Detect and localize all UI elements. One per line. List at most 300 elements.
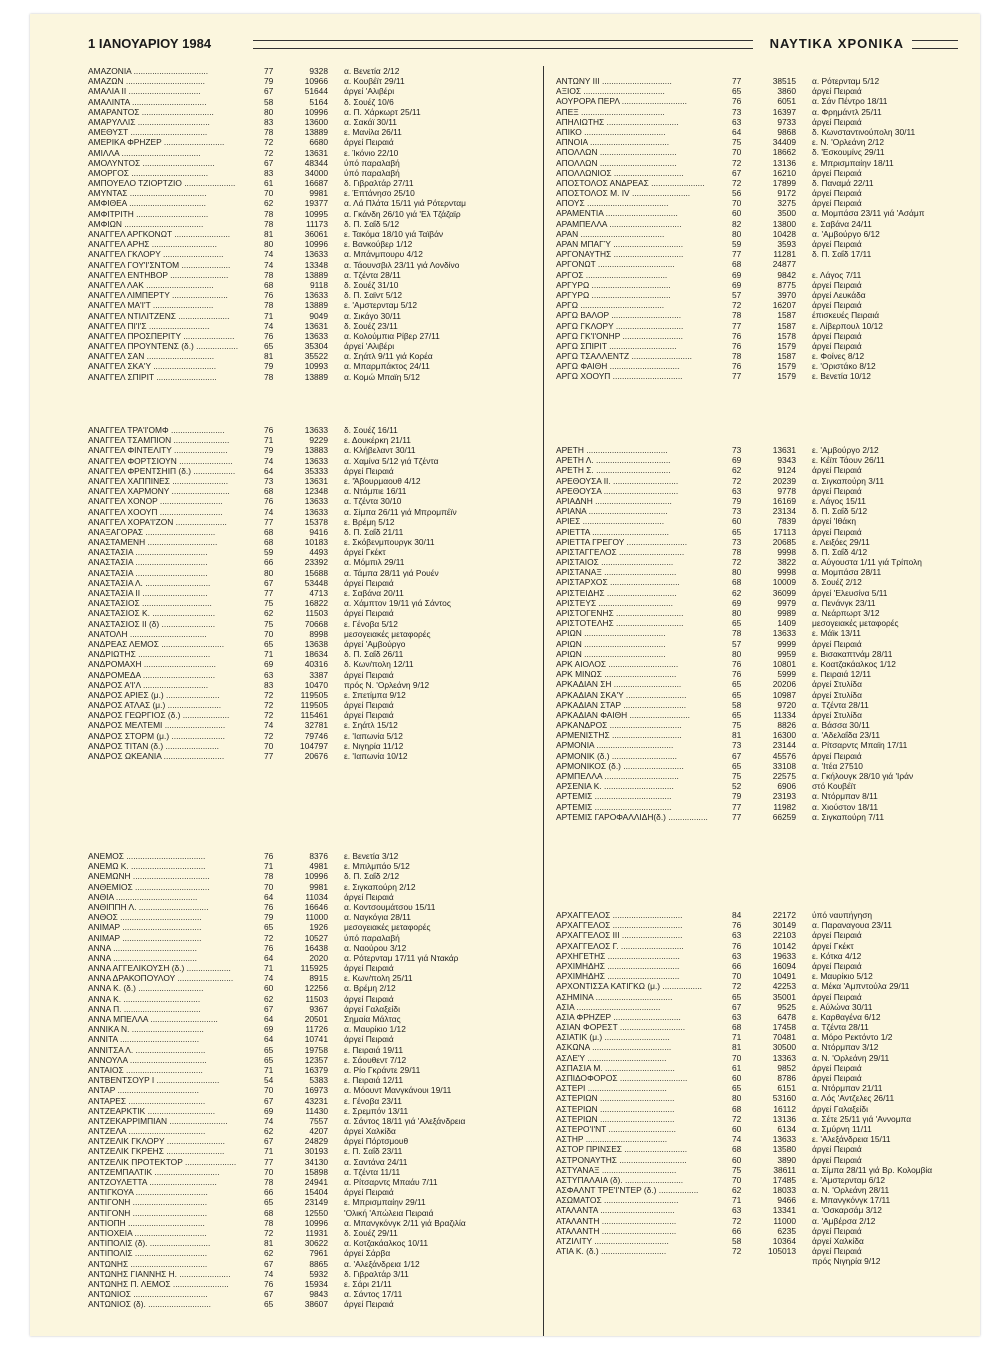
tonnage: 8998 bbox=[309, 628, 328, 639]
ship-name: ΑΝΔΡΟΣ ΑΡΙΕΣ (μ.) ....................... bbox=[88, 689, 220, 700]
build-year: 70 bbox=[264, 628, 274, 639]
tonnage: 9981 bbox=[309, 881, 328, 892]
build-year: 77 bbox=[732, 371, 742, 382]
build-year: 81 bbox=[264, 1238, 274, 1249]
ship-location: ε. Φοίνες 8/12 bbox=[812, 351, 865, 362]
build-year: 67 bbox=[264, 1258, 274, 1269]
ship-row bbox=[556, 577, 976, 587]
ship-name: ΑΝΑΓΓΕΛ ΧΑΡΜΟΝΥ ......................... bbox=[88, 486, 230, 497]
ship-location: ε. 'Αλεξάνδρεια 15/11 bbox=[812, 1134, 891, 1145]
ship-name: ΑΣΙΑΤΙΚ (μ.) ............................ bbox=[556, 1032, 670, 1043]
build-year: 60 bbox=[732, 1123, 742, 1134]
build-year: 72 bbox=[264, 147, 274, 158]
ship-location: ε. Ν. 'Ορλεάνη 2/12 bbox=[812, 137, 885, 148]
ship-name: ΑΝΑΓΓΕΛ ΧΑΠΠΙΝΕΣ ........................ bbox=[88, 475, 229, 486]
ship-row bbox=[556, 1236, 976, 1246]
ship-row bbox=[556, 270, 976, 280]
ship-row bbox=[88, 486, 508, 496]
ship-row bbox=[556, 476, 976, 486]
ship-location: α. Σίμπα 26/11 γιά Μπρομπέϊν bbox=[344, 506, 457, 517]
tonnage: 53448 bbox=[304, 577, 328, 588]
ship-row bbox=[88, 188, 508, 198]
ship-location: ε. Τακόμα 18/10 γιά Ταϊβάν bbox=[344, 229, 444, 239]
build-year: 75 bbox=[264, 598, 274, 609]
ship-row bbox=[556, 96, 976, 106]
build-year: 80 bbox=[264, 567, 274, 578]
tonnage: 13633 bbox=[304, 249, 328, 260]
tonnage: 10428 bbox=[772, 228, 796, 239]
ship-row bbox=[88, 922, 508, 932]
ship-location: α. Σαντάνα 24/11 bbox=[344, 1156, 408, 1167]
build-year: 71 bbox=[264, 310, 274, 321]
ship-location: ε. 'Αμστερνταμ 6/12 bbox=[812, 1174, 886, 1185]
build-year: 65 bbox=[264, 1044, 274, 1055]
ship-name: ΑΝΝΑ ΑΓΓΕΛΙΚΟΥΣΗ (δ.) ................... bbox=[88, 963, 231, 974]
ship-row bbox=[556, 812, 976, 822]
tonnage: 10996 bbox=[304, 239, 328, 250]
ship-name: ΑΡΧΗΓΕΤΗΣ ............................... bbox=[556, 950, 680, 961]
tonnage: 20685 bbox=[772, 536, 796, 547]
tonnage: 13631 bbox=[304, 147, 328, 158]
ship-name: ΑΝΤΖΕΑΡΚΤΙΚ ............................. bbox=[88, 1105, 216, 1116]
build-year: 78 bbox=[732, 351, 742, 362]
tonnage: 13633 bbox=[304, 425, 328, 435]
tonnage: 23193 bbox=[772, 791, 796, 802]
tonnage: 6151 bbox=[777, 1083, 796, 1094]
tonnage: 1587 bbox=[777, 310, 796, 321]
ship-name: ΑΜΦΙΘΕΑ ................................. bbox=[88, 198, 206, 209]
ship-location: α. Κλήβελαντ 30/11 bbox=[344, 445, 416, 456]
ship-name: ΑΝΑΓΓΕΛ ΛΙΜΠΕΡΤΥ ........................ bbox=[88, 290, 228, 301]
ship-location: άργεί Πειραιά bbox=[344, 669, 394, 680]
build-year: 62 bbox=[732, 587, 742, 598]
tonnage: 3822 bbox=[777, 557, 796, 568]
ship-name: ΑΜΑΡΥΛΛΙΣ ............................... bbox=[88, 116, 210, 127]
ship-name: ΑΡΚΑΔΙΑΝ ΣΚΑ'Υ .......................... bbox=[556, 689, 687, 700]
ship-name: ΑΝΤΙΟΧΕΙΑ ............................... bbox=[88, 1227, 207, 1238]
ship-name: ΑΠΟΥΣ ................................... bbox=[556, 198, 669, 209]
ship-location: α. Ν. 'Ορλεάνη 28/11 bbox=[812, 1185, 890, 1196]
build-year: 67 bbox=[732, 167, 742, 178]
ship-row bbox=[556, 700, 976, 710]
ship-name: ΑΡΑΝ ΜΠΑΓΎ .............................. bbox=[556, 239, 684, 249]
tonnage: 18634 bbox=[304, 649, 328, 660]
tonnage: 23134 bbox=[772, 506, 796, 517]
build-year: 72 bbox=[264, 689, 274, 700]
ship-row bbox=[556, 1063, 976, 1073]
tonnage: 10966 bbox=[304, 76, 328, 87]
build-year: 76 bbox=[264, 851, 274, 861]
build-year: 72 bbox=[264, 700, 274, 711]
ship-location: α. Ρότερνταμ 5/12 bbox=[812, 76, 880, 86]
ship-name: ΑΝΝΑ .................................... bbox=[88, 942, 197, 953]
build-year: 68 bbox=[264, 537, 274, 548]
build-year: 63 bbox=[732, 1011, 742, 1022]
ship-location: άργεί 'Αλιβέρι bbox=[344, 341, 395, 352]
ship-location: ε. Μπρισμπαίην 29/11 bbox=[344, 1197, 426, 1208]
tonnage: 10009 bbox=[772, 577, 796, 588]
ship-name: ΑΝΤΖΕΛΙΚ ΓΚΛΟΡΥ ......................... bbox=[88, 1136, 225, 1147]
ship-row bbox=[88, 1167, 508, 1177]
build-year: 62 bbox=[732, 1185, 742, 1196]
tonnage: 9525 bbox=[777, 1001, 796, 1012]
build-year: 74 bbox=[732, 1134, 742, 1145]
build-year: 65 bbox=[732, 526, 742, 537]
ship-row bbox=[88, 598, 508, 608]
ship-name: ΑΠΟΣΤΟΛΟΣ Μ. ΙV ......................... bbox=[556, 188, 691, 199]
build-year: 65 bbox=[732, 709, 742, 720]
ship-location: α. Τζέντα 28/11 bbox=[812, 1022, 869, 1033]
ship-location: α. Φρημάντλ 25/11 bbox=[812, 106, 882, 117]
ship-location: α. Ντόρμπαν 21/11 bbox=[812, 1083, 883, 1094]
ship-row bbox=[88, 1238, 508, 1248]
ship-location: α. 'Ιτέα 27510 bbox=[812, 760, 863, 771]
ship-location: ε. Βενετία 3/12 bbox=[344, 851, 399, 861]
ship-location: ε. Σιγκαπούρη 2/12 bbox=[344, 881, 416, 892]
ship-row bbox=[88, 435, 508, 445]
build-year: 75 bbox=[732, 137, 742, 148]
build-year: 76 bbox=[264, 942, 274, 953]
ship-location: α. Αύγουστα 1/11 γιά Τρίπολη bbox=[812, 557, 922, 568]
ship-name: ΑΝΑΓΓΕΛ ΤΣΑΜΠΙΟΝ ........................ bbox=[88, 435, 230, 446]
tonnage: 24829 bbox=[304, 1136, 328, 1147]
tonnage: 15378 bbox=[304, 516, 328, 527]
tonnage: 10801 bbox=[772, 658, 796, 669]
ship-row bbox=[88, 568, 508, 578]
tonnage: 16397 bbox=[772, 106, 796, 117]
ship-name: ΑΡΑΜΠΕΛΛΑ ............................... bbox=[556, 218, 682, 229]
build-year: 62 bbox=[264, 1126, 274, 1137]
ship-row bbox=[88, 659, 508, 669]
ship-location: ε. Μπρισμπαίην 18/11 bbox=[812, 157, 894, 168]
ship-location: άργεί Σάρβα bbox=[344, 1248, 391, 1259]
ship-name: ΑΡΓΩ ΤΣΑΛΛΕΝΤΖ .......................... bbox=[556, 351, 692, 362]
build-year: 63 bbox=[732, 116, 742, 127]
ship-location: ε. Σάρι 21/11 bbox=[344, 1278, 392, 1289]
ship-row bbox=[556, 1124, 976, 1134]
ship-row bbox=[556, 802, 976, 812]
ship-name: ΑΡΜΟΝΙΑ ................................. bbox=[556, 740, 674, 751]
ship-row bbox=[556, 567, 976, 577]
ship-location: α. Τζέντα 28/11 bbox=[812, 699, 869, 710]
ship-row bbox=[556, 1012, 976, 1022]
ship-row bbox=[88, 1075, 508, 1085]
ship-row bbox=[556, 730, 976, 740]
ship-row bbox=[88, 466, 508, 476]
ship-name: ΑΜΑΡΑΝΤΟΣ ............................... bbox=[88, 106, 214, 117]
tonnage: 13889 bbox=[304, 371, 328, 382]
build-year: 74 bbox=[264, 455, 274, 466]
tonnage: 11034 bbox=[305, 891, 328, 902]
ship-location: άργεί Πειραιά bbox=[812, 116, 862, 127]
build-year: 69 bbox=[732, 279, 742, 290]
ship-row bbox=[556, 791, 976, 801]
build-year: 64 bbox=[264, 891, 274, 902]
ship-name: ΑΝΘΙΑ ................................... bbox=[88, 891, 198, 902]
ship-name: ΑΡΚΑΔΙΑΝ ΣΗ ............................. bbox=[556, 679, 682, 690]
tonnage: 11281 bbox=[773, 249, 796, 260]
ship-name: ΑΣΤΕΡΙΩΝ ................................ bbox=[556, 1093, 675, 1104]
tonnage: 16438 bbox=[304, 942, 328, 953]
ship-location: ε. Μαυρίκιο 5/12 bbox=[812, 971, 873, 982]
ship-row bbox=[88, 639, 508, 649]
ship-row bbox=[88, 290, 508, 300]
ship-location: α. Νεάρπωρτ 3/12 bbox=[812, 608, 880, 618]
tonnage: 32781 bbox=[304, 720, 328, 731]
build-year: 58 bbox=[264, 96, 274, 107]
tonnage: 10470 bbox=[304, 679, 328, 690]
build-year: 69 bbox=[264, 1105, 274, 1116]
ship-name: ΑΞΙΟΣ ................................... bbox=[556, 86, 665, 97]
tonnage: 16207 bbox=[772, 300, 796, 311]
ship-name: ΑΡΚΑΔΙΑΝ ΦΑΙΘΗ .......................... bbox=[556, 709, 690, 720]
tonnage: 7839 bbox=[777, 516, 796, 527]
ship-row bbox=[88, 578, 508, 588]
ship-row bbox=[88, 892, 508, 902]
ship-name: ΑΝΑΓΓΕΛ ΣΠΙΡΙΤ .......................... bbox=[88, 371, 217, 382]
ship-name: ΑΡΜΠΕΛΛΑ ................................ bbox=[556, 771, 679, 781]
ship-location: α. 'Αμβούργο 6/12 bbox=[812, 228, 880, 239]
tonnage: 70481 bbox=[772, 1032, 796, 1043]
tonnage: 104797 bbox=[300, 740, 328, 751]
ship-row bbox=[88, 619, 508, 629]
ship-name: ΑΡΙΩΝ ................................... bbox=[556, 628, 666, 639]
ship-name: ΑΡΙΕΤΤΑ ................................. bbox=[556, 526, 669, 537]
tonnage: 4981 bbox=[309, 861, 328, 872]
ship-row bbox=[556, 618, 976, 628]
ship-location: άργεί 'Αμβούργο bbox=[344, 638, 406, 649]
ship-location: άργεί Πειραιά bbox=[812, 1225, 862, 1236]
ship-name: ΑΡΓΥΡΩ .................................. bbox=[556, 289, 671, 300]
ship-row bbox=[88, 1065, 508, 1075]
build-year: 78 bbox=[732, 546, 742, 557]
ship-row bbox=[88, 670, 508, 680]
ship-row bbox=[556, 1032, 976, 1042]
ship-row bbox=[88, 1146, 508, 1156]
tonnage: 24877 bbox=[772, 259, 796, 270]
build-year: 60 bbox=[732, 516, 742, 527]
ship-location: ε. Πειραιά 12/11 bbox=[812, 669, 872, 680]
tonnage: 6680 bbox=[309, 137, 328, 148]
ship-location: άργεί Πειραιά bbox=[812, 198, 862, 209]
ship-name: ΑΝΑΤΟΛΗ ................................. bbox=[88, 628, 207, 639]
build-year: 60 bbox=[264, 983, 274, 994]
ship-row bbox=[88, 933, 508, 943]
build-year: 77 bbox=[264, 751, 274, 761]
ship-name: ΑΡΤΕΜΙΣ ................................. bbox=[556, 801, 672, 812]
tonnage: 13348 bbox=[304, 259, 328, 270]
ship-location: ε. Βενετία 10/12 bbox=[812, 371, 871, 382]
tonnage: 20239 bbox=[772, 475, 796, 486]
build-year: 64 bbox=[264, 465, 274, 476]
build-year: 65 bbox=[264, 1054, 274, 1065]
ship-row bbox=[88, 537, 508, 547]
ship-row bbox=[556, 341, 976, 351]
tonnage: 66259 bbox=[772, 811, 796, 822]
ship-name: ΑΜΑΖΟΝΙΑ ................................ bbox=[88, 66, 209, 76]
ship-row bbox=[88, 178, 508, 188]
ship-row bbox=[88, 700, 508, 710]
build-year: 74 bbox=[264, 720, 274, 731]
tonnage: 20501 bbox=[304, 1014, 328, 1024]
tonnage: 7961 bbox=[309, 1248, 328, 1259]
ship-row bbox=[88, 1187, 508, 1197]
build-year: 70 bbox=[732, 1052, 742, 1063]
build-year: 65 bbox=[732, 679, 742, 690]
ship-location: άργεί Πειραιά bbox=[344, 577, 394, 588]
tonnage: 11334 bbox=[773, 709, 796, 720]
build-year: 76 bbox=[732, 96, 742, 107]
build-year: 72 bbox=[264, 710, 274, 721]
tonnage: 35522 bbox=[304, 351, 328, 362]
build-year: 79 bbox=[264, 445, 274, 456]
ship-row bbox=[88, 1034, 508, 1044]
ship-row bbox=[88, 1045, 508, 1055]
build-year: 76 bbox=[264, 1278, 274, 1289]
tonnage: 13889 bbox=[304, 127, 328, 138]
tonnage: 1926 bbox=[309, 922, 328, 933]
ship-name: ΑΡΚΑΝΔΡΟΣ ............................... bbox=[556, 720, 682, 731]
ship-location: άργεί Πειραιά bbox=[344, 1187, 394, 1198]
ship-location: α. Κομώ Μπαϊη 5/12 bbox=[344, 371, 420, 382]
ship-row bbox=[88, 1279, 508, 1289]
tonnage: 9868 bbox=[777, 126, 796, 137]
ship-row bbox=[88, 107, 508, 117]
ship-row bbox=[556, 781, 976, 791]
tonnage: 17113 bbox=[773, 526, 796, 537]
ship-row bbox=[88, 751, 508, 761]
ship-name: ΑΡΕΤΗ ................................... bbox=[556, 445, 668, 455]
tonnage: 15898 bbox=[304, 1166, 328, 1177]
ship-location: δ. Σουέζ 2/12 bbox=[812, 577, 862, 588]
ship-location: ε. Λάγος 15/11 bbox=[812, 495, 866, 506]
build-year: 63 bbox=[264, 669, 274, 680]
ship-row bbox=[88, 137, 508, 147]
ship-location: ε. 'Άβουρμαουθ 4/12 bbox=[344, 475, 421, 486]
ship-row bbox=[88, 649, 508, 659]
tonnage: 115925 bbox=[300, 963, 328, 974]
ship-name: ΑΝΑΣΤΑΣΙΟΣ Κ. ........................... bbox=[88, 608, 216, 619]
ship-location: α. Χάμπτον 19/11 γιά Σάντος bbox=[344, 598, 451, 609]
ship-name: ΑΝΑΣΤΑΣΙΑ ............................... bbox=[88, 547, 208, 558]
build-year: 67 bbox=[264, 577, 274, 588]
column-divider bbox=[543, 66, 544, 1336]
tonnage: 13633 bbox=[304, 330, 328, 341]
build-year: 70 bbox=[732, 971, 742, 982]
ship-name: ΑΣΩΜΑΤΟΣ ................................ bbox=[556, 1195, 679, 1206]
ship-location: α. Σικάγο 30/11 bbox=[344, 310, 401, 321]
build-year: 78 bbox=[264, 127, 274, 138]
build-year: 65 bbox=[732, 1083, 742, 1094]
build-year: 62 bbox=[264, 198, 274, 209]
build-year: 63 bbox=[732, 930, 742, 941]
ship-list-block bbox=[88, 66, 508, 382]
build-year: 78 bbox=[732, 628, 742, 639]
ship-row bbox=[88, 1055, 508, 1065]
build-year: 73 bbox=[732, 445, 742, 455]
ship-row bbox=[88, 720, 508, 730]
ship-row bbox=[556, 981, 976, 991]
build-year: 77 bbox=[732, 249, 742, 260]
build-year: 66 bbox=[264, 1187, 274, 1198]
ship-location: άργεί 'Αλιβέρι bbox=[344, 86, 395, 97]
build-year: 77 bbox=[732, 811, 742, 822]
ship-name: ΑΡΙΣΤΑΙΟΣ ............................... bbox=[556, 557, 674, 568]
ship-location: μεσογειακές μεταφορές bbox=[344, 628, 431, 639]
ship-location: ε. Κότκα 4/12 bbox=[812, 950, 862, 961]
build-year: 69 bbox=[264, 659, 274, 670]
ship-name: ΑΡΙΣΤΕΥΣ ................................ bbox=[556, 597, 673, 608]
tonnage: 10142 bbox=[772, 940, 796, 951]
ship-row bbox=[556, 361, 976, 371]
tonnage: 17458 bbox=[772, 1022, 796, 1033]
build-year: 72 bbox=[732, 1246, 742, 1257]
tonnage: 40316 bbox=[304, 659, 328, 670]
tonnage: 1409 bbox=[777, 618, 796, 629]
build-year: 60 bbox=[732, 1154, 742, 1165]
ship-row bbox=[556, 588, 976, 598]
ship-location: α. Τάουνσβιλ 23/11 γιά Λονδίνο bbox=[344, 259, 460, 270]
ship-location: ε. Αύλώνα 30/11 bbox=[812, 1001, 873, 1012]
ship-name: ΑΝΑΣΤΑΜΕΝΗ .............................. bbox=[88, 537, 218, 548]
ship-name: ΑΝΔΡΟΜΑΧΗ ............................... bbox=[88, 659, 216, 670]
ship-name: ΑΡΙΣΤΕΙΔΗΣ .............................. bbox=[556, 587, 677, 598]
ship-location: ε. Μανίλα 26/11 bbox=[344, 127, 402, 138]
ship-row bbox=[556, 198, 976, 208]
ship-location: πρός Νιγηρία 9/12 bbox=[812, 1256, 881, 1267]
ship-row bbox=[556, 557, 976, 567]
ship-row bbox=[556, 537, 976, 547]
tonnage: 16822 bbox=[304, 598, 328, 609]
build-year: 70 bbox=[264, 1166, 274, 1177]
tonnage: 9959 bbox=[777, 648, 796, 659]
ship-row bbox=[556, 290, 976, 300]
ship-row bbox=[556, 1246, 976, 1256]
build-year: 56 bbox=[732, 188, 742, 199]
build-year: 73 bbox=[732, 506, 742, 517]
ship-location: άργεί Πειραιά bbox=[344, 963, 394, 974]
ship-location: α. Ντόρμπαν 3/12 bbox=[812, 1042, 879, 1053]
build-year: 64 bbox=[264, 1034, 274, 1045]
ship-row bbox=[88, 300, 508, 310]
build-year: 72 bbox=[732, 1113, 742, 1124]
build-year: 70 bbox=[264, 1085, 274, 1096]
ship-row bbox=[88, 168, 508, 178]
ship-location: ε. Πειραιά 12/11 bbox=[344, 1075, 404, 1086]
ship-name: ΑΝΤΖΕΚΑΡΡΙΜΠΙΑΝ ......................... bbox=[88, 1115, 228, 1126]
ship-name: ΑΜΕΘΥΣΤ ................................. bbox=[88, 127, 208, 138]
build-year: 76 bbox=[732, 658, 742, 669]
ship-row bbox=[556, 445, 976, 455]
ship-name: ΑΝΑΞΑΓΟΡΑΣ .............................. bbox=[88, 526, 216, 537]
ship-row bbox=[556, 249, 976, 259]
ship-row bbox=[88, 731, 508, 741]
tonnage: 35304 bbox=[304, 341, 328, 352]
ship-location: ε. Σρεμπόν 13/11 bbox=[344, 1105, 409, 1116]
ship-location: άργεί Χαλκίδα bbox=[812, 1236, 864, 1246]
ship-row bbox=[88, 209, 508, 219]
tonnage: 5932 bbox=[309, 1268, 328, 1279]
tonnage: 16379 bbox=[304, 1064, 328, 1075]
ship-row bbox=[556, 961, 976, 971]
build-year: 63 bbox=[732, 1205, 742, 1216]
ship-location: α. Σάν Πέντρο 18/11 bbox=[812, 96, 888, 107]
ship-location: άργεί Γκέκτ bbox=[812, 940, 854, 951]
build-year: 67 bbox=[732, 1001, 742, 1012]
ship-name: ΑΤΑΛΑΝΤΑ ................................ bbox=[556, 1205, 675, 1216]
ship-location: άργεί Πειραιά bbox=[344, 608, 394, 619]
ship-location: α. Βρέμη 2/12 bbox=[344, 983, 396, 994]
